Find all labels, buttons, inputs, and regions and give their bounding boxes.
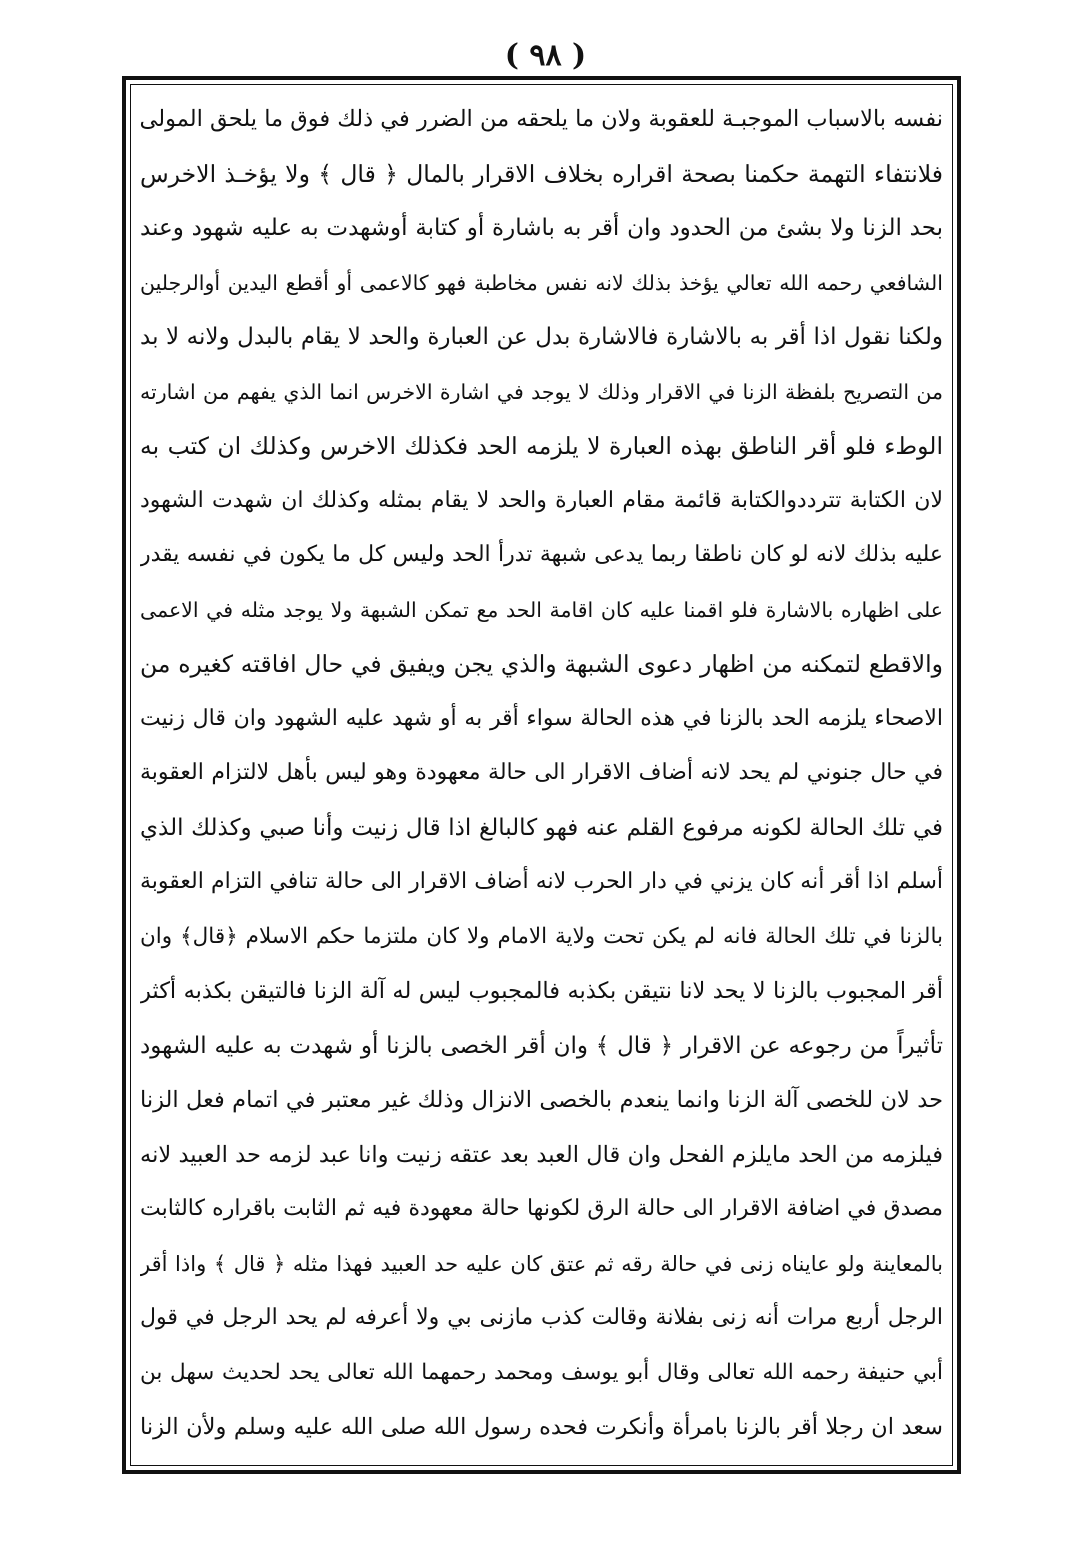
text-line: فلانتفاء التهمة حكمنا بصحة اقراره بخلاف الاقرار بالمال ﴿ قال ﴾ ولا يؤخـذ الاخرس bbox=[140, 159, 943, 188]
text-line: أسلم اذا أقر أنه كان يزني في دار الحرب لانه أضاف الاقرار الى حالة تنافي التزام العقوبة bbox=[140, 869, 943, 894]
text-line: نفسه بالاسباب الموجبـة للعقوبة ولان ما يلحقه من الضرر في ذلك فوق ما يلحق المولى bbox=[140, 106, 943, 132]
text-line: الاصحاء يلزمه الحد بالزنا في هذه الحالة سواء أقر به أو شهد عليه الشهود وان قال زنيت bbox=[140, 705, 943, 731]
text-line: حد لان للخصى آلة الزنا وانما ينعدم بالخصى الانزال وذلك غير معتبر في اتمام فعل الزنا bbox=[140, 1087, 943, 1113]
text-line: الرجل أربع مرات أنه زنى بفلانة وقالت كذب مازنى بي ولا أعرفه لم يحد الرجل في قول bbox=[140, 1305, 943, 1330]
text-line: بالمعاينة ولو عايناه زنى في حالة رقه ثم عتق كان عليه حد العبيد فهذا مثله ﴿ قال ﴾ واذا أقر bbox=[140, 1251, 943, 1276]
text-line: الوطء فلو أقر الناطق بهذه العبارة لا يلزمه الحد فكذلك الاخرس وكذلك ان كتب به bbox=[140, 432, 943, 460]
text-line: بالزنا في تلك الحالة فانه لم يكن تحت ولاية الامام ولا كان ملتزما حكم الاسلام ﴿قال﴾ وان bbox=[140, 923, 943, 949]
text-line: مصدق في اضافة الاقرار الى حالة الرق لكونها حالة معهودة فيه ثم الثابت باقراره كالثابت bbox=[140, 1196, 943, 1221]
text-line: فيلزمه من الحد مايلزم الفحل وان قال العبد بعد عتقه زنيت وانا عبد لزمه حد العبيد لانه bbox=[140, 1141, 943, 1168]
text-line: والاقطع لتمكنه من اظهار دعوى الشبهة والذي يجن ويفيق في حال افاقته كغيره من bbox=[140, 650, 943, 678]
text-line: سعد ان رجلا أقر بالزنا بامرأة وأنكرت فحده رسول الله صلى الله عليه وسلم ولأن الزنا bbox=[140, 1414, 943, 1440]
text-line: تأثيراً من رجوعه عن الاقرار ﴿ قال ﴾ وان أقر الخصى بالزنا أو شهدت به عليه الشهود bbox=[140, 1032, 943, 1059]
text-line: في حال جنوني لم يحد لانه أضاف الاقرار الى حالة معهودة وهو ليس بأهل لالتزام العقوبة bbox=[140, 760, 943, 785]
text-line: الشافعي رحمه الله تعالي يؤخذ بذلك لانه نفس مخاطبة فهو كالاعمى أو أقطع اليدين أوالرجلين bbox=[140, 270, 943, 295]
text-line: عليه بذلك لانه لو كان ناطقا ربما يدعى شبهة تدرأ الحد وليس كل ما يكون في نفسه يقدر bbox=[140, 542, 943, 567]
text-line: على اظهاره بالاشارة فلو اقمنا عليه كان اقامة الحد مع تمكن الشبهة ولا يوجد مثله في الاعمى bbox=[140, 597, 943, 622]
text-line: أبي حنيفة رحمه الله تعالى وقال أبو يوسف ومحمد رحمهما الله تعالى يحد لحديث سهل بن bbox=[140, 1359, 943, 1385]
page-text-body bbox=[140, 92, 943, 1458]
text-line: لان الكتابة تترددوالكتابة قائمة مقام العبارة والحد لا يقام بمثله وكذلك ان شهدت الشهود bbox=[140, 487, 943, 513]
text-line: بحد الزنا ولا بشئ من الحدود وان أقر به باشارة أو كتابة أوشهدت به عليه شهود وعند bbox=[140, 215, 943, 241]
text-line: في تلك الحالة لكونه مرفوع القلم عنه فهو كالبالغ اذا قال زنيت وأنا صبي وكذلك الذي bbox=[140, 814, 943, 841]
text-line: أقر المجبوب بالزنا لا يحد لانا نتيقن بكذبه فالمجبوب ليس له آلة الزنا فالتيقن بكذبه أكثر bbox=[140, 978, 943, 1004]
text-line: ولكنا نقول اذا أقر به بالاشارة فالاشارة بدل عن العبارة والحد لا يقام بالبدل ولانه لا بد bbox=[140, 324, 943, 350]
page-number: ( ٩٨ ) bbox=[504, 38, 587, 73]
text-line: من التصريح بلفظة الزنا في الاقرار وذلك لا يوجد في اشارة الاخرس انما الذي يفهم من اشارته bbox=[140, 379, 943, 404]
